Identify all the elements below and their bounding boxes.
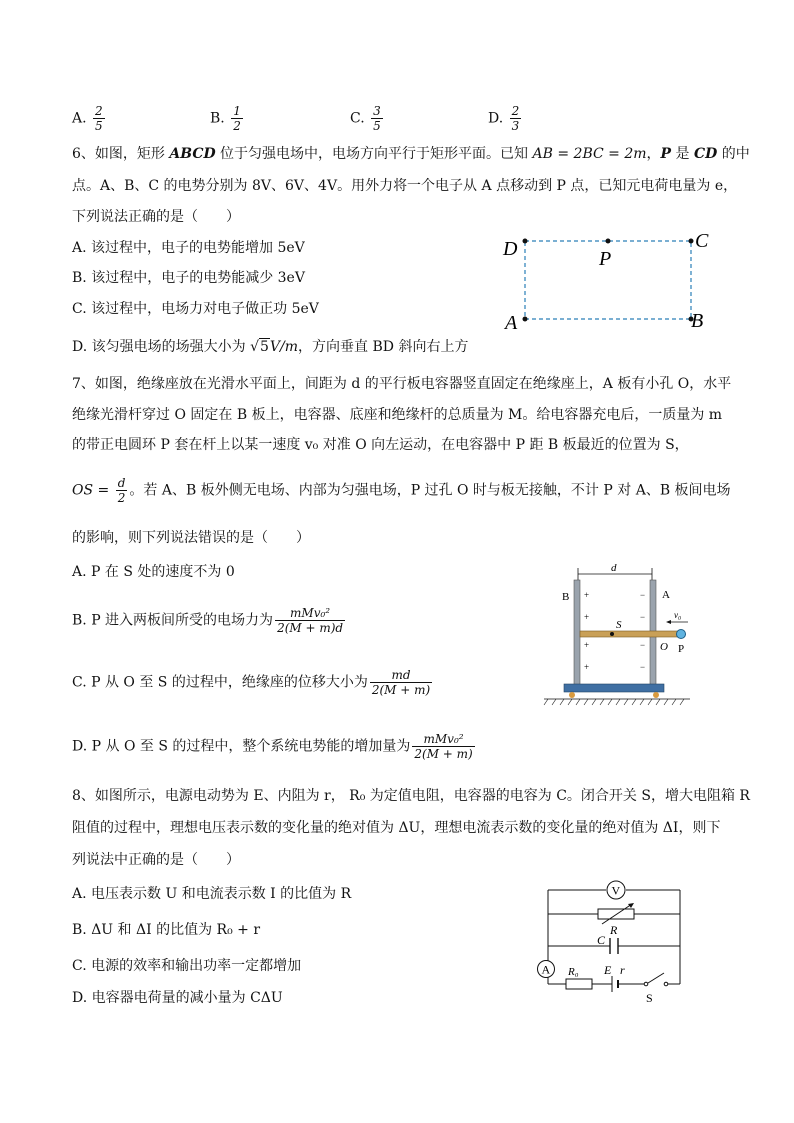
label-p: P (678, 643, 685, 655)
resistor-r0 (566, 979, 592, 989)
fraction (93, 104, 105, 133)
label-d: D (503, 238, 518, 260)
label-r0: R₀ (568, 966, 579, 978)
denominator: 3 (511, 119, 520, 133)
text: 6、如图，矩形 (72, 146, 170, 162)
denominator: 2(M + m)d (277, 621, 344, 635)
q7-capacitor-figure (540, 560, 700, 710)
numerator: 2 (95, 104, 103, 118)
q7-stem-line-1: 7、如图，绝缘座放在光滑水平面上，间距为 d 的平行板电容器竖直固定在绝缘座上，A 板有小孔 O，水平 (72, 376, 732, 392)
label-e: E (604, 963, 612, 977)
q6-rectangle-figure (495, 225, 725, 335)
q7-stem-line-4 (72, 476, 731, 505)
label-plate-b: B (562, 591, 570, 603)
numerator: 2 (511, 104, 520, 118)
q5-option-b (210, 104, 245, 133)
ground-hatch (544, 699, 684, 705)
point-d (523, 239, 528, 244)
point-s (610, 632, 614, 636)
plus-sign: + (584, 662, 590, 672)
text: D. P 从 O 至 S 的过程中，整个系统电势能的增加量为 (72, 738, 411, 755)
switch-contact (644, 982, 648, 986)
point-p (606, 239, 611, 244)
label-r: R (610, 923, 618, 937)
insulating-base (564, 684, 664, 692)
equation: AB = 2BC = 2m (532, 146, 647, 162)
label-plate-a: A (662, 589, 670, 601)
fraction (116, 476, 128, 505)
fraction (231, 104, 243, 133)
q6-option-c: C. 该过程中，电场力对电子做正功 5eV (72, 301, 319, 317)
q5-option-c (350, 104, 385, 133)
plate-b (574, 580, 580, 685)
sqrt-radicand: 5 (260, 339, 269, 355)
denominator: 5 (373, 119, 381, 133)
text: ABCD (169, 146, 216, 162)
text: D. 该匀强电场的场强大小为 (72, 339, 251, 355)
denominator: 2 (117, 491, 126, 505)
text: C. P 从 O 至 S 的过程中，绝缘座的位移大小为 (72, 674, 368, 691)
text: P (660, 146, 672, 162)
label-c: C (695, 230, 709, 252)
label-p: P (599, 248, 612, 270)
minus-sign: − (640, 662, 646, 672)
denominator: 5 (95, 119, 103, 133)
point-c (689, 239, 694, 244)
q8-stem-line-2: 阻值的过程中，理想电压表示数的变化量的绝对值为 ΔU，理想电流表示数的变化量的绝对值为 ΔI，则下 (72, 820, 721, 836)
q7-option-a: A. P 在 S 处的速度不为 0 (72, 564, 235, 580)
denominator: 2(M + m) (371, 683, 431, 697)
label-b: B (691, 310, 704, 332)
option-label: C. (350, 110, 365, 127)
numerator: 1 (233, 104, 241, 118)
denominator: 2 (233, 119, 241, 133)
insulating-rod (580, 631, 680, 637)
q6-option-b: B. 该过程中，电子的电势能减少 3eV (72, 270, 305, 286)
fraction (275, 606, 345, 635)
q7-option-b (72, 606, 347, 635)
q5-option-a (72, 104, 107, 133)
switch-lever (648, 973, 664, 983)
wheel (569, 692, 575, 698)
text: 。若 A、B 板外侧无电场、内部为匀强电场，P 过孔 O 时与板无接触，不计 P 对 A、B 板间电场 (129, 482, 731, 499)
fraction (412, 732, 474, 761)
label-s: S (646, 991, 653, 1005)
fraction (510, 104, 522, 133)
q7-option-d (72, 732, 477, 761)
label-d: d (611, 562, 617, 574)
label-a: A (505, 312, 518, 334)
switch-contact (664, 982, 668, 986)
label-v0: v₀ (674, 610, 682, 620)
q8-stem-line-1: 8、如图所示，电源电动势为 E、内阻为 r， R₀ 为定值电阻，电容器的电容为 C。闭合开关 S，增大电阻箱 R (72, 788, 750, 804)
text: CD (693, 146, 718, 162)
q6-stem-line-3: 下列说法正确的是（ ） (72, 209, 240, 225)
plus-sign: + (584, 640, 590, 650)
minus-sign: − (640, 590, 646, 600)
numerator: mMv₀² (423, 732, 464, 746)
option-label: D. (488, 110, 504, 127)
label-a: A (541, 962, 551, 977)
label-r-internal: r (620, 963, 625, 977)
q8-circuit-figure (528, 876, 698, 1006)
numerator: md (391, 668, 411, 682)
arrow-head (666, 620, 671, 624)
text: ， (646, 146, 661, 162)
text: 的中 (717, 146, 750, 162)
label-v: V (611, 883, 621, 898)
point-a (523, 317, 528, 322)
fraction (370, 668, 432, 697)
fraction (371, 104, 383, 133)
q7-stem-line-3: 的带正电圆环 P 套在杆上以某一速度 v₀ 对准 O 向左运动，在电容器中 P 距 B 板最近的位置为 S， (72, 437, 689, 453)
q6-stem-line-2: 点。A、B、C 的电势分别为 8V、6V、4V。用外力将一个电子从 A 点移动到 P 点，已知元电荷电量为 e， (72, 178, 738, 194)
text: ，方向垂直 BD 斜向右上方 (298, 339, 469, 355)
q7-option-c (72, 668, 434, 697)
option-label: B. (210, 110, 225, 127)
label-o: O (660, 641, 668, 653)
numerator: 3 (373, 104, 381, 118)
label-s: S (616, 619, 622, 631)
q8-option-b: B. ΔU 和 ΔI 的比值为 R₀ + r (72, 922, 261, 938)
text: 是 (671, 146, 694, 162)
q7-stem-line-5: 的影响，则下列说法错误的是（ ） (72, 530, 310, 546)
option-label: A. (72, 110, 87, 127)
q8-stem-line-3: 列说法中正确的是（ ） (72, 852, 240, 868)
q6-stem-line-1 (72, 144, 750, 164)
plus-sign: + (584, 612, 590, 622)
minus-sign: − (640, 640, 646, 650)
q7-stem-line-2: 绝缘光滑杆穿过 O 固定在 B 板上，电容器、底座和绝缘杆的总质量为 M。给电容器充电后，一质量为 m (72, 407, 723, 423)
plus-sign: + (584, 590, 590, 600)
q5-option-d (488, 104, 523, 133)
sqrt: √5 (250, 339, 269, 355)
q8-option-d: D. 电容器电荷量的减小量为 CΔU (72, 990, 283, 1006)
q8-option-c: C. 电源的效率和输出功率一定都增加 (72, 958, 302, 974)
q6-option-a: A. 该过程中，电子的电势能增加 5eV (72, 240, 305, 256)
unit: V/m (269, 339, 299, 355)
q6-option-d (72, 337, 468, 357)
resistor-box-r (598, 909, 634, 919)
wheel (653, 692, 659, 698)
numerator: mMv₀² (290, 606, 331, 620)
equation: OS = (72, 482, 114, 499)
ring-p (677, 630, 686, 639)
text: B. P 进入两板间所受的电场力为 (72, 612, 274, 629)
label-c: C (597, 933, 606, 947)
denominator: 2(M + m) (414, 747, 473, 761)
text: 位于匀强电场中，电场方向平行于矩形平面。已知 (215, 146, 533, 162)
numerator: d (117, 476, 126, 490)
q8-option-a: A. 电压表示数 U 和电流表示数 I 的比值为 R (72, 886, 352, 902)
minus-sign: − (640, 612, 646, 622)
